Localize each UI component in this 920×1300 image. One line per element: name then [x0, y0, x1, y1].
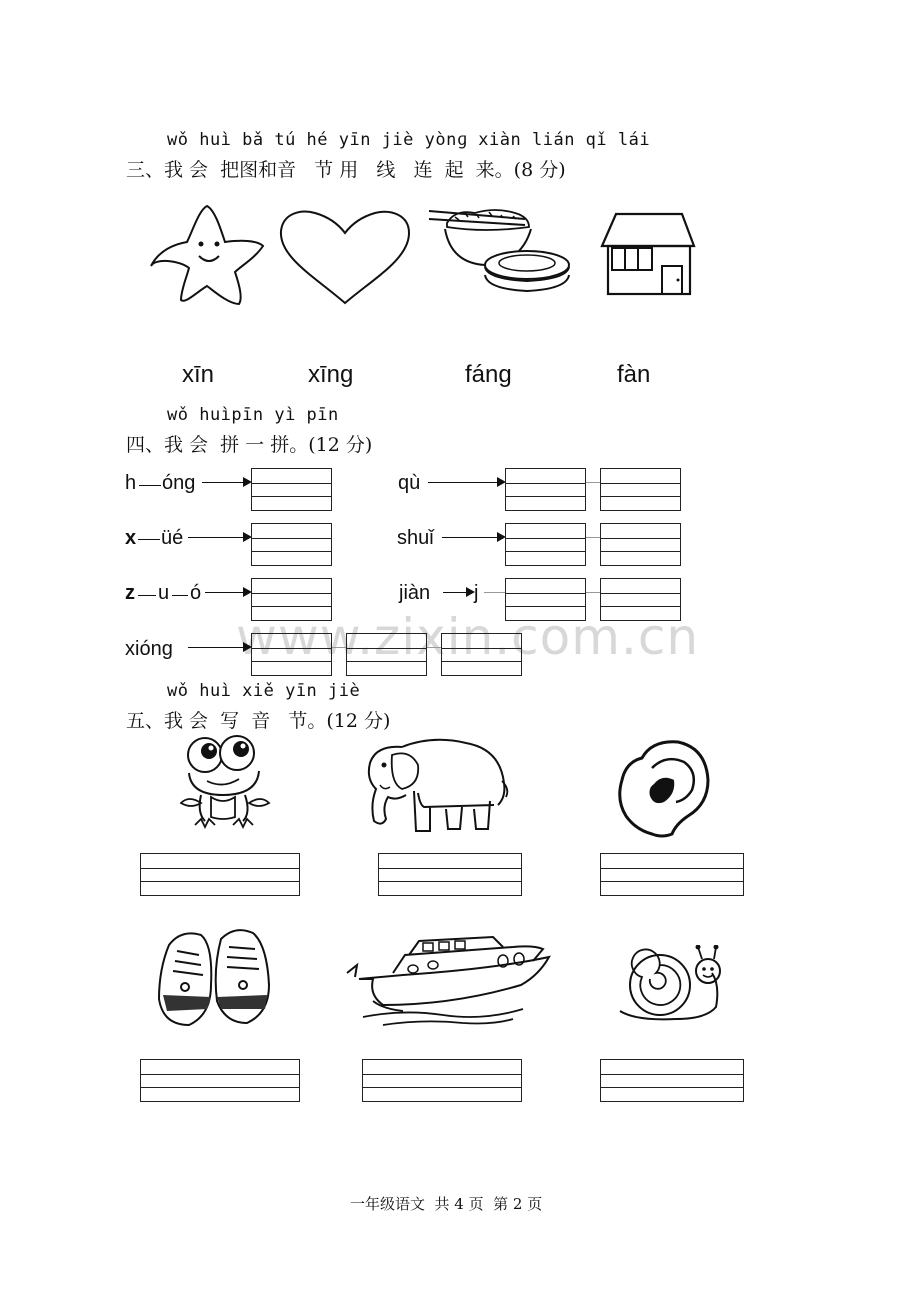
- arrow: [442, 537, 504, 538]
- ship-icon: [343, 935, 555, 1030]
- stem-z: z: [125, 582, 135, 604]
- box-link-line: [332, 647, 346, 648]
- box-link-line: [427, 647, 441, 648]
- stem-o: ó: [190, 582, 202, 604]
- writing-box[interactable]: [251, 468, 332, 511]
- section5-heading: 五、我 会 写 音 节。(12 分): [126, 710, 391, 732]
- stem-j: j: [474, 582, 479, 604]
- writing-box[interactable]: [441, 633, 522, 676]
- star-icon: [145, 200, 275, 312]
- stem-x: x: [125, 527, 137, 549]
- shoes-icon: [155, 925, 275, 1030]
- answer-3: fáng: [465, 361, 512, 388]
- writing-box[interactable]: [600, 853, 744, 896]
- box-link-line: [484, 592, 505, 593]
- writing-box[interactable]: [140, 1059, 300, 1102]
- elephant-icon: [362, 735, 512, 837]
- ear-icon: [612, 738, 712, 838]
- page-footer: 一年级语文 共 4 页 第 2 页: [350, 1195, 543, 1213]
- stem-h: h: [125, 472, 137, 494]
- stem-qu: qù: [398, 472, 421, 494]
- connector-dash: [139, 485, 161, 486]
- writing-box[interactable]: [251, 633, 332, 676]
- snail-icon: [616, 945, 726, 1025]
- watermark: www.zixin.com.cn: [236, 608, 700, 666]
- stem-jian: jiàn: [399, 582, 431, 604]
- writing-box[interactable]: [346, 633, 427, 676]
- answer-1: xīn: [182, 361, 215, 388]
- arrow: [188, 537, 250, 538]
- stem-shui: shuǐ: [397, 527, 434, 549]
- stem-ue: üé: [161, 527, 184, 549]
- answer-2: xīng: [308, 361, 354, 388]
- arrow: [205, 592, 250, 593]
- arrow: [443, 592, 473, 593]
- connector-dash: [172, 595, 188, 596]
- section3-pinyin: wǒ huì bǎ tú hé yīn jiè yònɡ xiàn lián qǐ lái: [167, 130, 651, 150]
- section4-heading: 四、我 会 拼 一 拼。(12 分): [126, 434, 373, 456]
- heart-icon: [275, 205, 415, 310]
- house-icon: [598, 210, 698, 300]
- answer-4: fàn: [617, 361, 651, 388]
- rice-bowl-icon: [425, 203, 570, 313]
- writing-box[interactable]: [140, 853, 300, 896]
- connector-dash: [138, 539, 160, 540]
- box-link-line: [586, 537, 600, 538]
- arrow: [188, 647, 250, 648]
- writing-box[interactable]: [600, 468, 681, 511]
- box-link-line: [586, 592, 600, 593]
- writing-box[interactable]: [505, 523, 586, 566]
- section5-pinyin: wǒ huì xiě yīn jiè: [167, 681, 361, 701]
- writing-box[interactable]: [600, 523, 681, 566]
- stem-u: u: [158, 582, 170, 604]
- writing-box[interactable]: [505, 468, 586, 511]
- writing-box[interactable]: [378, 853, 522, 896]
- stem-xiong: xióng: [125, 638, 173, 660]
- stem-ong: óng: [162, 472, 196, 494]
- writing-box[interactable]: [600, 1059, 744, 1102]
- section4-pinyin: wǒ huìpīn yì pīn: [167, 405, 339, 425]
- box-link-line: [586, 482, 600, 483]
- frog-icon: [175, 733, 275, 833]
- writing-box[interactable]: [362, 1059, 522, 1102]
- connector-dash: [138, 595, 156, 596]
- arrow: [202, 482, 250, 483]
- section3-heading: 三、我 会 把图和音 节 用 线 连 起 来。(8 分): [126, 159, 566, 181]
- arrow: [428, 482, 504, 483]
- writing-box[interactable]: [251, 523, 332, 566]
